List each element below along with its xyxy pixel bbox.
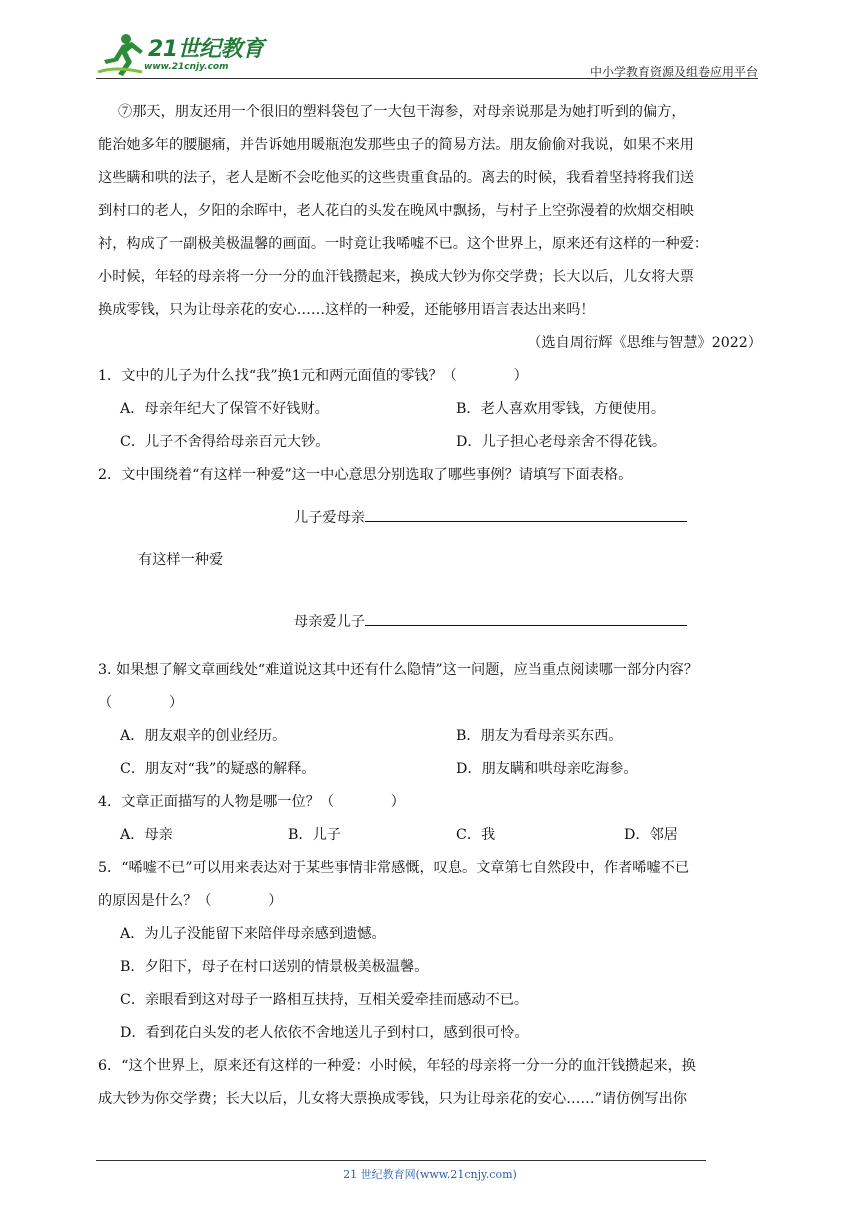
question-5-option-b[interactable]: B．夕阳下，母子在村口送别的情景极美极温馨。 — [120, 959, 429, 975]
fill-row-center — [98, 544, 762, 596]
question-3-stem: 3. 如果想了解文章画线处“难道说这其中还有什么隐情”这一问题，应当重点阅读哪一部分内容？ — [98, 662, 699, 678]
question-4-option-a[interactable]: A．母亲 — [120, 827, 173, 843]
question-3-option-d[interactable]: D．朋友瞒和哄母亲吃海参。 — [456, 761, 638, 777]
question-1-options-row — [98, 393, 762, 426]
question-5-stem-cont: 的原因是什么？（ ） — [98, 893, 283, 909]
fill-label: 儿子爱母亲 — [294, 510, 365, 526]
platform-name: 中小学教育资源及组卷应用平台 — [589, 65, 758, 79]
center-theme-label: 有这样一种爱 — [138, 552, 224, 568]
passage-line: 这些瞒和哄的法子，老人是断不会吃他买的这些贵重食品的。离去的时候，我看着坚持将我们送 — [98, 170, 694, 186]
question-4-option-d[interactable]: D．邻居 — [624, 827, 678, 843]
question-3-option-b[interactable]: B．朋友为看母亲买东西。 — [456, 728, 623, 744]
question-6-stem: 6．“这个世界上，原来还有这样的一种爱：小时候，年轻的母亲将一分一分的血汗钱攒起来，换 — [98, 1058, 696, 1074]
answer-blank[interactable] — [365, 607, 687, 626]
question-5-stem: 5．“唏嘘不已”可以用来表达对于某些事情非常感慨，叹息。文章第七自然段中，作者唏嘘不已 — [98, 860, 690, 876]
question-5-option-a[interactable]: A．为儿子没能留下来陪伴母亲感到遗憾。 — [120, 926, 386, 942]
passage-line: ⑦那天，朋友还用一个很旧的塑料袋包了一大包干海参，对母亲说那是为她打听到的偏方， — [118, 104, 686, 120]
question-3-options-row — [98, 720, 762, 753]
document-body — [98, 96, 762, 1116]
question-1-option-b[interactable]: B．老人喜欢用零钱，方便使用。 — [456, 401, 666, 417]
question-6-stem-cont: 成大钞为你交学费；长大以后，儿女将大票换成零钱，只为让母亲花的安心……”请仿例写出你 — [98, 1091, 687, 1107]
footer-divider — [96, 1160, 706, 1161]
question-1-option-c[interactable]: C．儿子不舍得给母亲百元大钞。 — [120, 434, 330, 450]
question-5-option-c[interactable]: C．亲眼看到这对母子一路相互扶持，互相关爱牵挂而感动不已。 — [120, 992, 529, 1008]
question-4-stem: 4．文章正面描写的人物是哪一位？（ ） — [98, 794, 405, 810]
passage-line: 换成零钱，只为让母亲花的安心……这样的一种爱，还能够用语言表达出来吗！ — [98, 302, 595, 318]
question-3-options-row — [98, 753, 762, 786]
question-1-options-row — [98, 426, 762, 459]
passage-line: 到村口的老人，夕阳的余晖中，老人花白的头发在晚风中飘扬，与村子上空弥漫着的炊烟交相映 — [98, 203, 694, 219]
passage-paragraph — [98, 96, 762, 327]
question-1-option-a[interactable]: A．母亲年纪大了保管不好钱财。 — [120, 401, 329, 417]
running-man-icon — [96, 32, 148, 78]
passage-line: 小时候，年轻的母亲将一分一分的血汗钱攒起来，换成大钞为你交学费；长大以后，儿女将大票 — [98, 269, 694, 285]
question-4-options-row — [98, 819, 762, 852]
fill-row-mother-loves-son — [98, 596, 762, 648]
question-1-stem: 1．文中的儿子为什么找“我”换1元和两元面值的零钱？（ ） — [98, 368, 528, 384]
question-3-option-a[interactable]: A．朋友艰辛的创业经历。 — [120, 728, 287, 744]
passage-line: 衬，构成了一副极美极温馨的画面。一时竟让我唏嘘不已。这个世界上，原来还有这样的一种爱： — [98, 236, 709, 252]
header-divider — [96, 78, 758, 79]
site-logo[interactable] — [96, 32, 266, 78]
question-4-option-c[interactable]: C．我 — [456, 827, 496, 843]
question-1-option-d[interactable]: D．儿子担心老母亲舍不得花钱。 — [456, 434, 667, 450]
question-3-stem-cont: （ ） — [98, 695, 184, 711]
passage-line: 能治她多年的腰腿痛，并告诉她用暖瓶泡发那些虫子的简易方法。朋友偷偷对我说，如果不来用 — [98, 137, 694, 153]
passage-source: （选自周衍辉《思维与智慧》2022） — [527, 335, 762, 351]
fill-label: 母亲爱儿子 — [294, 614, 365, 630]
question-2-stem: 2．文中围绕着“有这样一种爱”这一中心意思分别选取了哪些事例？请填写下面表格。 — [98, 467, 633, 483]
answer-blank[interactable] — [365, 503, 687, 522]
question-5-option-d[interactable]: D．看到花白头发的老人依依不舍地送儿子到村口，感到很可怜。 — [120, 1025, 529, 1041]
question-4-option-b[interactable]: B．儿子 — [288, 827, 341, 843]
logo-url: www.21cnjy.com — [144, 62, 229, 72]
logo-text: 21世纪教育 — [148, 37, 264, 62]
page-header — [96, 30, 758, 80]
fill-row-son-loves-mother — [98, 492, 762, 544]
question-3-option-c[interactable]: C．朋友对“我”的疑惑的解释。 — [120, 761, 316, 777]
page-footer[interactable]: 21 世纪教育网(www.21cnjy.com) — [343, 1168, 517, 1181]
